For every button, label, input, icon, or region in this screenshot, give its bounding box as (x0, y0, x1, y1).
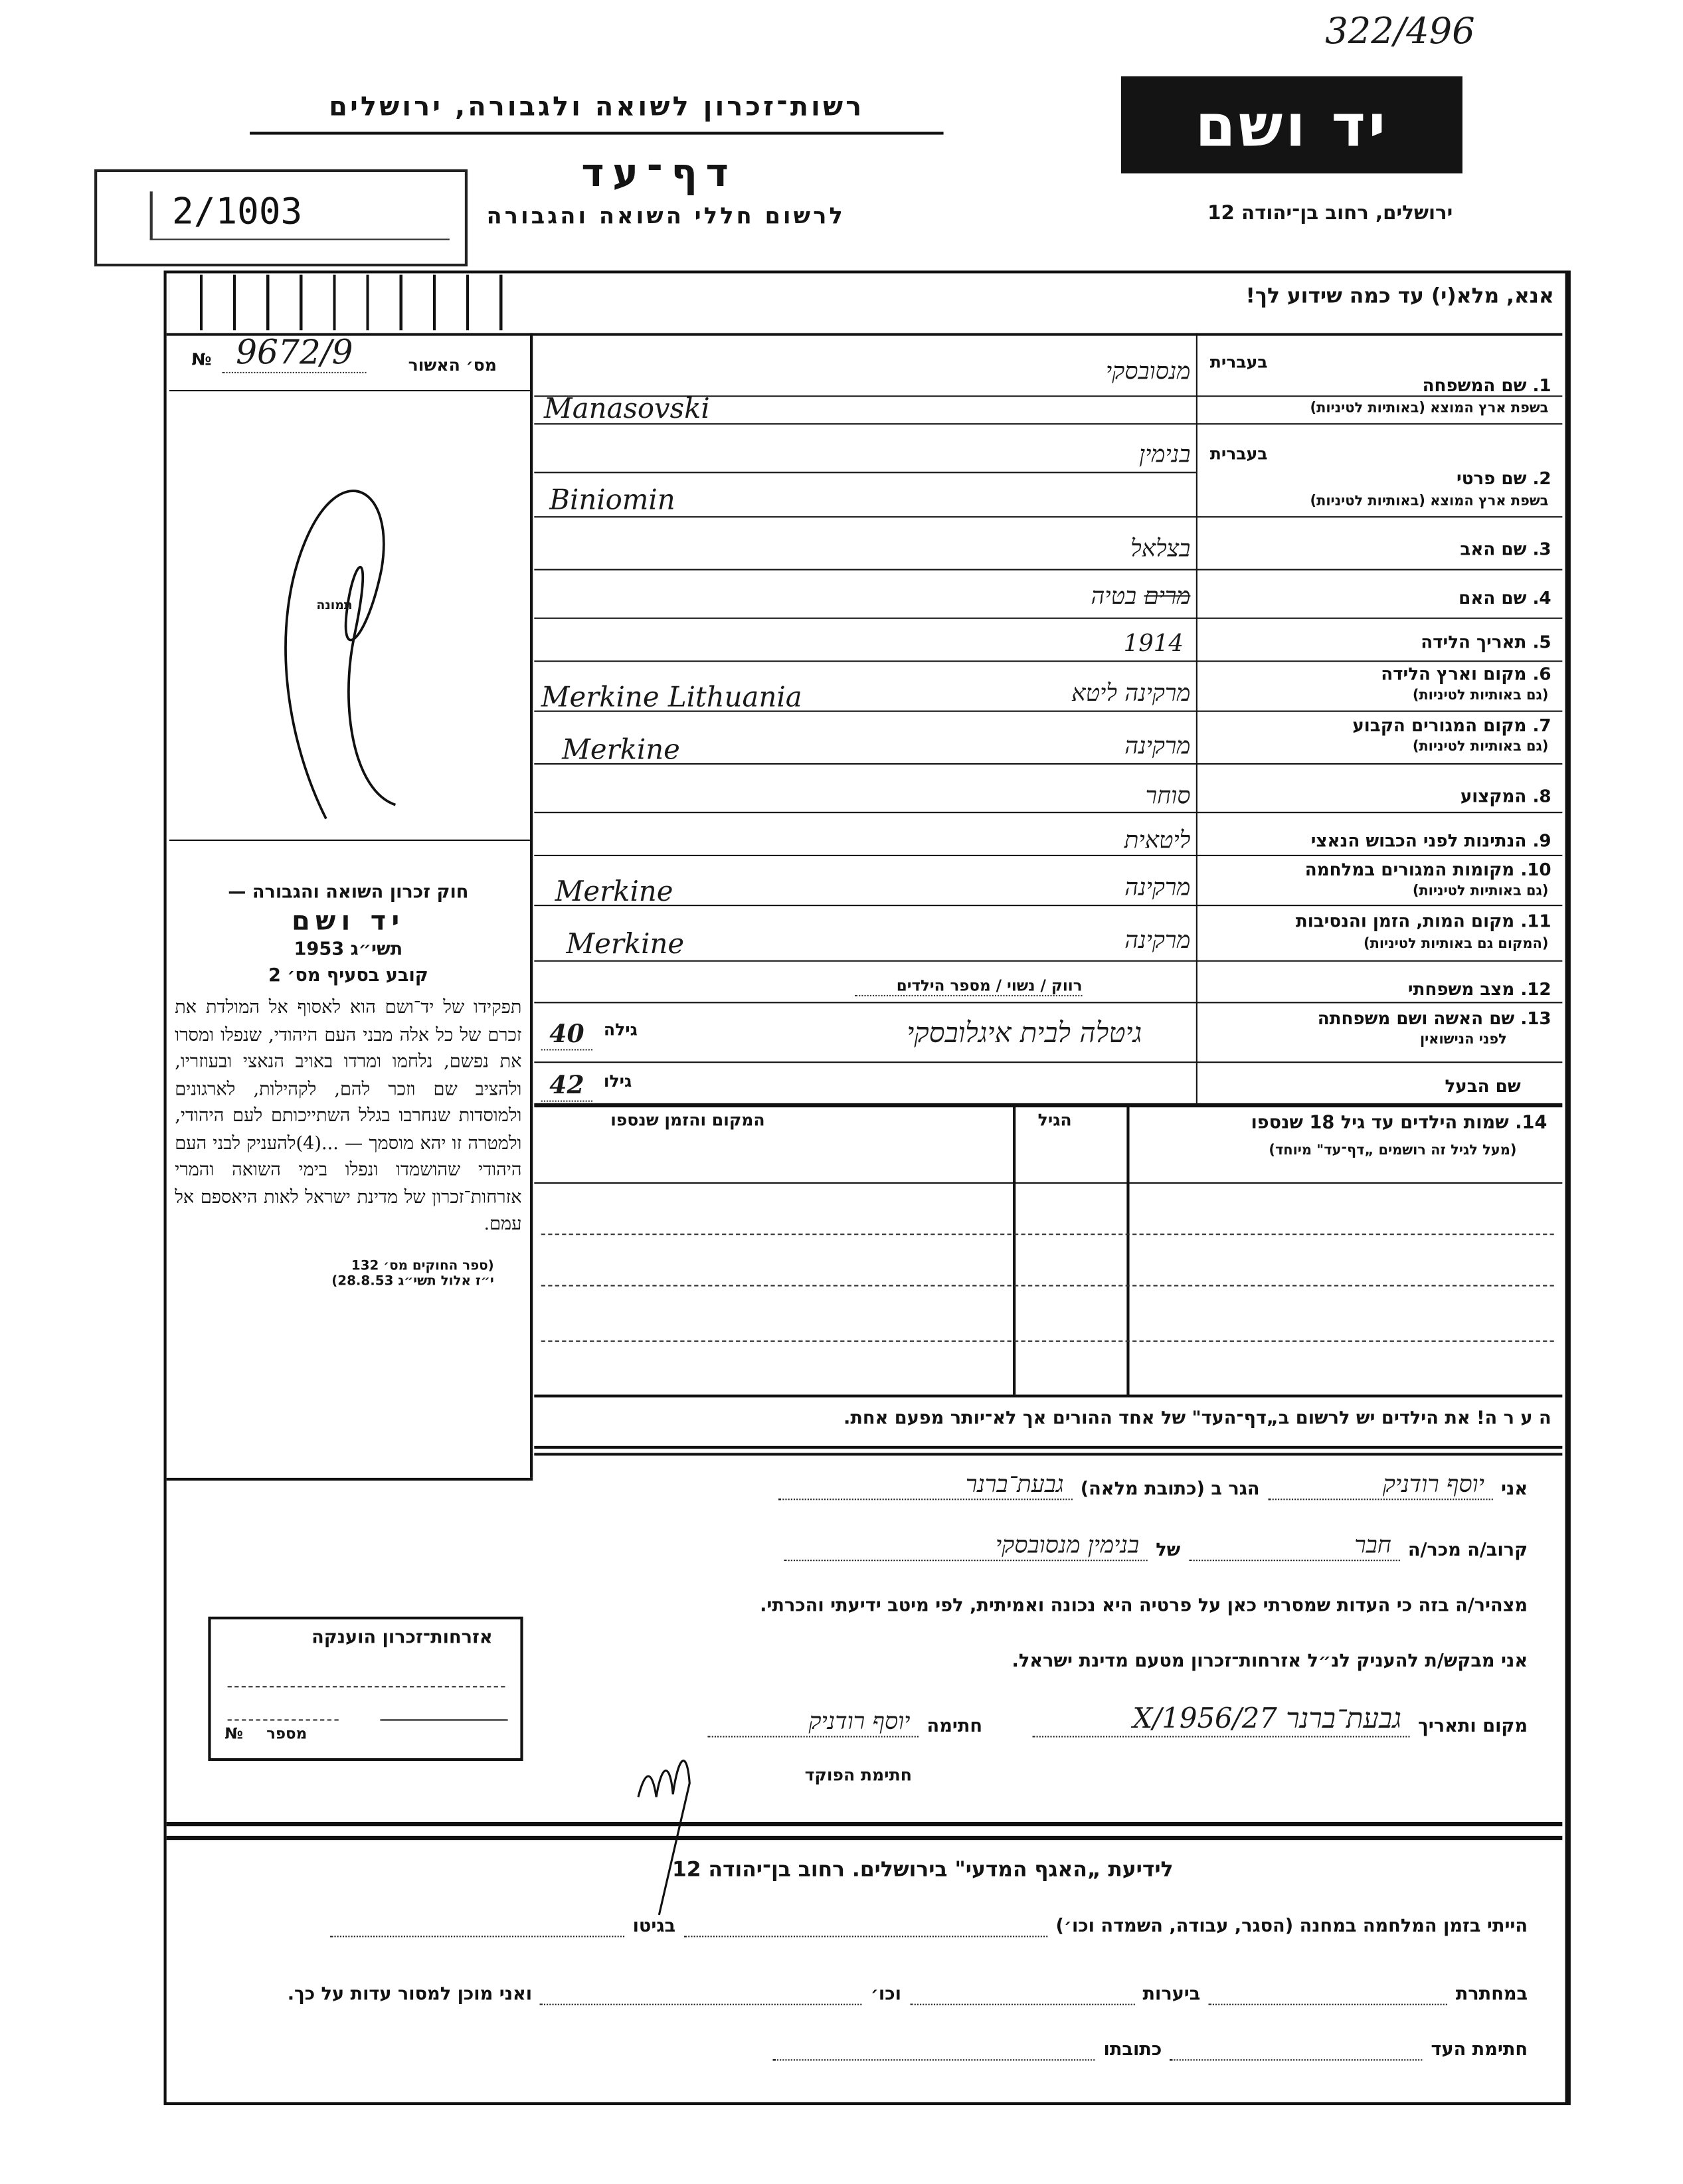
divider (534, 1103, 1562, 1107)
signature-label: חתימה (927, 1716, 983, 1738)
husband-age (541, 1071, 632, 1102)
etc-label: וכו׳ (870, 1984, 901, 2005)
age-label: גילו (603, 1071, 632, 1091)
struck-text: מרים (1144, 583, 1191, 611)
nationality: ליטאית (1124, 827, 1191, 855)
witness-signature-field[interactable] (1170, 2035, 1423, 2061)
approval-label: מס׳ האשור (408, 355, 497, 375)
address-label: הגר ב (כתובת מלאה) (1080, 1479, 1260, 1501)
footer-title: לידיעת „האגף המדעי" בירושלים. רחוב בן־יהודה 12 (671, 1857, 1174, 1882)
hebrew-tag: בעברית (1209, 444, 1268, 464)
divider (534, 855, 1562, 856)
citizenship-line (380, 1719, 507, 1720)
occupation: סוחר (1145, 782, 1191, 811)
witness-address-label: כתובתו (1103, 2039, 1162, 2061)
instruction: אנא, מלא(י) עד כמה שידוע לך! (1245, 283, 1554, 308)
label-family-name: 1. שם המשפחה (1422, 375, 1551, 396)
age-header: הגיל (1037, 1110, 1072, 1130)
divider (250, 132, 944, 134)
column-divider (1013, 1106, 1016, 1395)
forests-label: ביערות (1142, 1984, 1201, 2005)
of-label: של (1156, 1540, 1181, 1562)
sub-label: בשפת ארץ המוצא (באותיות לטיניות) (1310, 494, 1549, 509)
archive-number: 322/496 (1325, 11, 1475, 53)
label-husband-name: שם הבעל (1445, 1075, 1521, 1097)
no-sign: № (191, 349, 212, 369)
age-label: גילה (603, 1020, 638, 1040)
witness-signature[interactable]: יוסף רודניק (707, 1708, 919, 1738)
divider (534, 660, 1562, 662)
field-labels (1196, 333, 1563, 1103)
ghetto-field[interactable] (330, 1911, 624, 1938)
war-places-latin: Merkine (555, 874, 673, 908)
witness-line (778, 1471, 1528, 1500)
law-clause: קובע בסעיף מס׳ 2 (268, 966, 428, 987)
underground-line (288, 1979, 1528, 2005)
i-label: אני (1501, 1479, 1528, 1501)
law-body: תפקידו של יד־ושם הוא לאסוף אל המולדת את זכרם של כל אלה מבני העם היהודי, שנפלו ומסרו את נפשם, נלחמו ומרדו באויב הנאצי ובעוזריו, ולהציב שם וזכר להם, לקהילות, לארגונים ולמוסדות שנחרבו בגלל השתייכותם לעם היהודי, ולמטרה זו יהא מוסמך — ...(4)להעניק לבני העם היהודי שהושמדו ונפלו בימי השואה והמרי אזרחות־זכרון של מדינת ישראל לאות היאספם אל עמם. (175, 998, 522, 1235)
place-date-line (707, 1701, 1528, 1737)
divider (534, 1061, 1562, 1063)
relation-line (784, 1532, 1528, 1561)
sub-label: (גם באותיות לטיניות) (1412, 739, 1549, 755)
birth-place-hebrew: מרקינה ליטא (1071, 680, 1191, 708)
label-nationality: 9. הנתינות לפני הכבוש הנאצי (1310, 830, 1551, 851)
residence-latin: Merkine (562, 733, 680, 767)
camp-field[interactable] (684, 1911, 1047, 1938)
first-name-hebrew: בנימין (1139, 441, 1191, 470)
label-birth-place: 6. מקום וארץ הלידה (1381, 663, 1551, 684)
hebrew-tag: בעברית (1209, 352, 1268, 372)
family-status-options: רווק / נשוי / מספר הילדים (855, 977, 1082, 996)
wife-age (541, 1020, 638, 1050)
divider (167, 1836, 1563, 1840)
label-family-status: 12. מצב משפחתי (1407, 978, 1551, 1000)
divider (534, 1182, 1562, 1184)
label-occupation: 8. המקצוע (1460, 785, 1551, 806)
camp-line (330, 1911, 1528, 1938)
no-sign: № (224, 1724, 244, 1743)
relation-label: קרוב/ה מכר/ה (1407, 1540, 1528, 1562)
death-place-hebrew: מרקינה (1124, 927, 1191, 955)
etc-field[interactable] (541, 1979, 863, 2005)
witness-signature-line (773, 2035, 1528, 2061)
label-mother-name: 4. שם האם (1459, 587, 1551, 608)
witness-address[interactable]: גבעת־ברנר (778, 1471, 1072, 1500)
column-divider (530, 333, 533, 1478)
photo-signature-scribble (243, 458, 437, 832)
witness-address-field[interactable] (773, 2035, 1095, 2061)
divider (534, 1395, 1562, 1398)
underground-field[interactable] (1209, 1979, 1447, 2005)
age-value: 40 (541, 1020, 592, 1050)
law-source-date: י״ז אלול תשי״ג 28.8.53) (331, 1273, 494, 1289)
label-father-name: 3. שם האב (1460, 538, 1551, 559)
citizenship-number-label: מספר (266, 1724, 308, 1743)
ghetto-label: בגיטו (632, 1916, 676, 1938)
stamp-number: 2/1003 (150, 191, 450, 240)
column-divider (1126, 1106, 1129, 1395)
citizenship-request: אני מבקש/ת להעניק לנ״ל אזרחות־זכרון מטעם מדינת ישראל. (1012, 1651, 1528, 1673)
header-ticks (169, 275, 527, 331)
witness-name[interactable]: יוסף רודניק (1268, 1471, 1492, 1500)
divider (169, 390, 530, 391)
law-excerpt (175, 883, 521, 1289)
citizenship-line (228, 1719, 339, 1720)
address: ירושלים, רחוב בן־יהודה 12 (1207, 203, 1453, 225)
divider (534, 569, 1562, 571)
sub-label: (המקום גם באותיות לטיניות) (1364, 937, 1549, 953)
child-row-line (541, 1285, 1554, 1287)
divider (534, 618, 1562, 619)
label-first-name: 2. שם פרטי (1457, 468, 1551, 489)
photo-label: תמונה (316, 599, 353, 614)
divider (534, 472, 1196, 473)
label-wife-name: 13. שם האשה ושם משפחתה (1317, 1007, 1551, 1029)
note: ה ע ר ה! את הילדים יש לרשום ב„דף־העד" של אחד ההורים אך לא־יותר מפעם אחת. (843, 1408, 1551, 1429)
divider (534, 1446, 1562, 1449)
official-signature-label: חתימת הפוקד (804, 1765, 912, 1785)
law-title: חוק זכרון השואה והגבורה — (228, 882, 469, 904)
war-places-hebrew: מרקינה (1124, 874, 1191, 902)
sub-label: לפני הנישואין (1419, 1032, 1507, 1048)
logo-text: יד ושם (1195, 90, 1389, 159)
divider (534, 516, 1562, 517)
citizenship-line (228, 1686, 505, 1687)
camp-label: הייתי בזמן המלחמה במחנה (הסגר, עבודה, השמדה וכו׳) (1055, 1916, 1528, 1938)
place-header: המקום והזמן שנספו (610, 1110, 765, 1130)
label-war-places: 10. מקומות המגורים במלחמה (1304, 859, 1551, 880)
law-source: (ספר החוקים מס׳ 132 (351, 1257, 494, 1273)
first-name-latin: Biniomin (549, 483, 675, 517)
place-date-label: מקום ותאריך (1418, 1716, 1528, 1738)
divider (534, 812, 1562, 813)
official-signature-scribble (632, 1742, 729, 1922)
label-death-place: 11. מקום המות, הזמן והנסיבות (1295, 910, 1551, 931)
sub-label: (גם באותיות לטיניות) (1412, 688, 1549, 704)
divider (534, 1002, 1562, 1003)
label-birth-date: 5. תאריך הלידה (1421, 631, 1551, 652)
family-name-hebrew: מנסובסקי (1105, 357, 1191, 386)
victim-name[interactable]: בנימין מנסובסקי (784, 1532, 1147, 1561)
witness-signature-label: חתימת העד (1431, 2039, 1528, 2061)
divider (167, 1478, 533, 1481)
children-label: 14. שמות הילדים עד גיל 18 שנספו (1251, 1113, 1548, 1134)
children-sub: (מעל לגיל זה רושמים „דף־עד" מיוחד) (1269, 1143, 1517, 1159)
law-year: תשי״ג 1953 (294, 939, 403, 960)
citizenship-title: אזרחות־זכרון הוענקה (311, 1627, 493, 1649)
yad-vashem-logo (1121, 76, 1462, 173)
underground-label: במחתרת (1455, 1984, 1528, 2005)
sub-label: בשפת ארץ המוצא (באותיות לטיניות) (1310, 401, 1549, 416)
mother-name-value: בטיה (1091, 583, 1137, 611)
archive-stamp (94, 169, 468, 266)
law-name: יד ושם (292, 906, 405, 937)
sub-label: (גם באותיות לטיניות) (1412, 883, 1549, 899)
family-name-latin: Manasovski (543, 391, 710, 425)
birth-date: 1914 (1123, 630, 1184, 658)
child-row-line (541, 1340, 1554, 1342)
divider (534, 960, 1562, 962)
divider (534, 905, 1562, 906)
father-name: בצלאל (1130, 535, 1191, 564)
residence-hebrew: מרקינה (1124, 733, 1191, 761)
divider (167, 1822, 1563, 1826)
authority-name: רשות־זכרון לשואה ולגבורה, ירושלים (329, 91, 865, 122)
age-value: 42 (541, 1071, 592, 1102)
child-row-line (541, 1233, 1554, 1235)
mother-name (1091, 583, 1190, 610)
death-place-latin: Merkine (566, 927, 685, 960)
label-residence: 7. מקום המגורים הקבוע (1352, 714, 1551, 736)
form-title: דף־עד (581, 149, 737, 196)
form-subtitle: לרשום חללי השואה והגבורה (486, 203, 845, 229)
citizenship-box (208, 1617, 523, 1761)
divider (169, 840, 530, 841)
divider (534, 1453, 1562, 1455)
wife-name: גיטלה לבית איגלובסקי (907, 1016, 1142, 1049)
birth-place-latin: Merkine Lithuania (541, 680, 802, 713)
relation-value[interactable]: חבר (1189, 1532, 1400, 1561)
divider (534, 763, 1562, 765)
forests-field[interactable] (910, 1979, 1134, 2005)
willing-label: ואני מוכן למסור עדות על כך. (287, 1984, 533, 2005)
place-date-value[interactable]: גבעת־ברנר 27/X/1956 (1032, 1701, 1409, 1737)
approval-number: 9672/9 (222, 333, 367, 373)
declaration: מצהיר/ה בזה כי העדות שמסרתי כאן על פרטיה היא נכונה ואמיתית, לפי מיטב ידיעתי והכרתי. (760, 1595, 1528, 1617)
